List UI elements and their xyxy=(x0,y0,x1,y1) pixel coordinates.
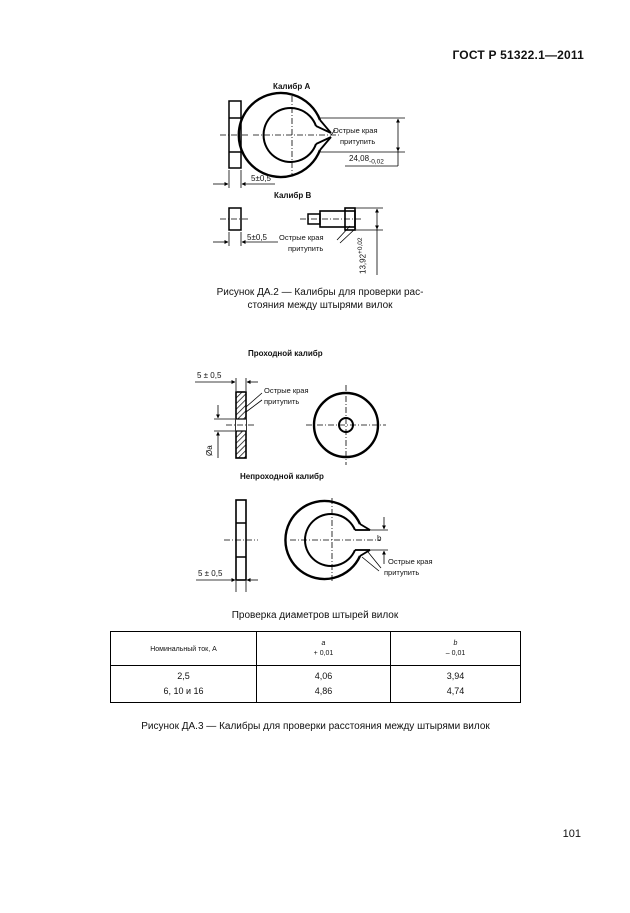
blunt-label-a: притупить xyxy=(340,137,376,146)
figure-da2-caption: Рисунок ДА.2 — Калибры для проверки рас- стояния между штырями вилок xyxy=(216,287,424,311)
thickness-label-go: 5 ± 0,5 xyxy=(197,371,222,380)
page-header: ГОСТ Р 51322.1—2011 xyxy=(452,48,584,62)
dimension-24-08: $24,08_{-0,02}$ xyxy=(349,154,384,166)
gap-b-label: b xyxy=(377,534,382,543)
thickness-label-b: 5±0,5 xyxy=(247,233,267,242)
diameter-a-label: Øa xyxy=(205,445,214,456)
nogo-gauge-title: Непроходной калибр xyxy=(240,472,324,481)
cell-a: 4,06 4,86 xyxy=(257,666,391,703)
blunt-label-b: притупить xyxy=(288,244,324,253)
blunt-label-go: притупить xyxy=(264,397,300,406)
table-header-row xyxy=(111,632,521,666)
thickness-label-a: 5±0,5 xyxy=(251,174,271,183)
header-b: b – 0,01 xyxy=(391,632,521,666)
sharp-edges-label-a: Острые края xyxy=(333,126,378,135)
cell-b: 3,94 4,74 xyxy=(391,666,521,703)
gauge-a-drawing xyxy=(213,93,405,188)
gauge-a-title: Калибр А xyxy=(273,82,311,91)
header-current: Номинальный ток, А xyxy=(111,632,257,666)
dimension-13-92: $13,92^{+0,02}$ xyxy=(357,237,368,274)
sharp-edges-label-nogo: Острые края xyxy=(388,557,433,566)
table-title: Проверка диаметров штырей вилок xyxy=(231,610,399,621)
cell-current: 2,5 6, 10 и 16 xyxy=(111,666,257,703)
gauge-b-title: Калибр В xyxy=(274,191,312,200)
pin-diameter-table xyxy=(110,631,521,703)
table-body-row xyxy=(111,666,521,703)
nogo-gauge-drawing xyxy=(196,498,388,592)
blunt-label-nogo: притупить xyxy=(384,568,420,577)
go-gauge-title: Проходной калибр xyxy=(248,349,323,358)
sharp-edges-label-go: Острые края xyxy=(264,386,309,395)
sharp-edges-label-b: Острые края xyxy=(279,233,324,242)
page-number: 101 xyxy=(562,828,581,840)
thickness-label-nogo: 5 ± 0,5 xyxy=(198,569,223,578)
header-a: a + 0,01 xyxy=(257,632,391,666)
figure-da3-caption: Рисунок ДА.3 — Калибры для проверки расстояния между штырями вилок xyxy=(141,721,490,732)
